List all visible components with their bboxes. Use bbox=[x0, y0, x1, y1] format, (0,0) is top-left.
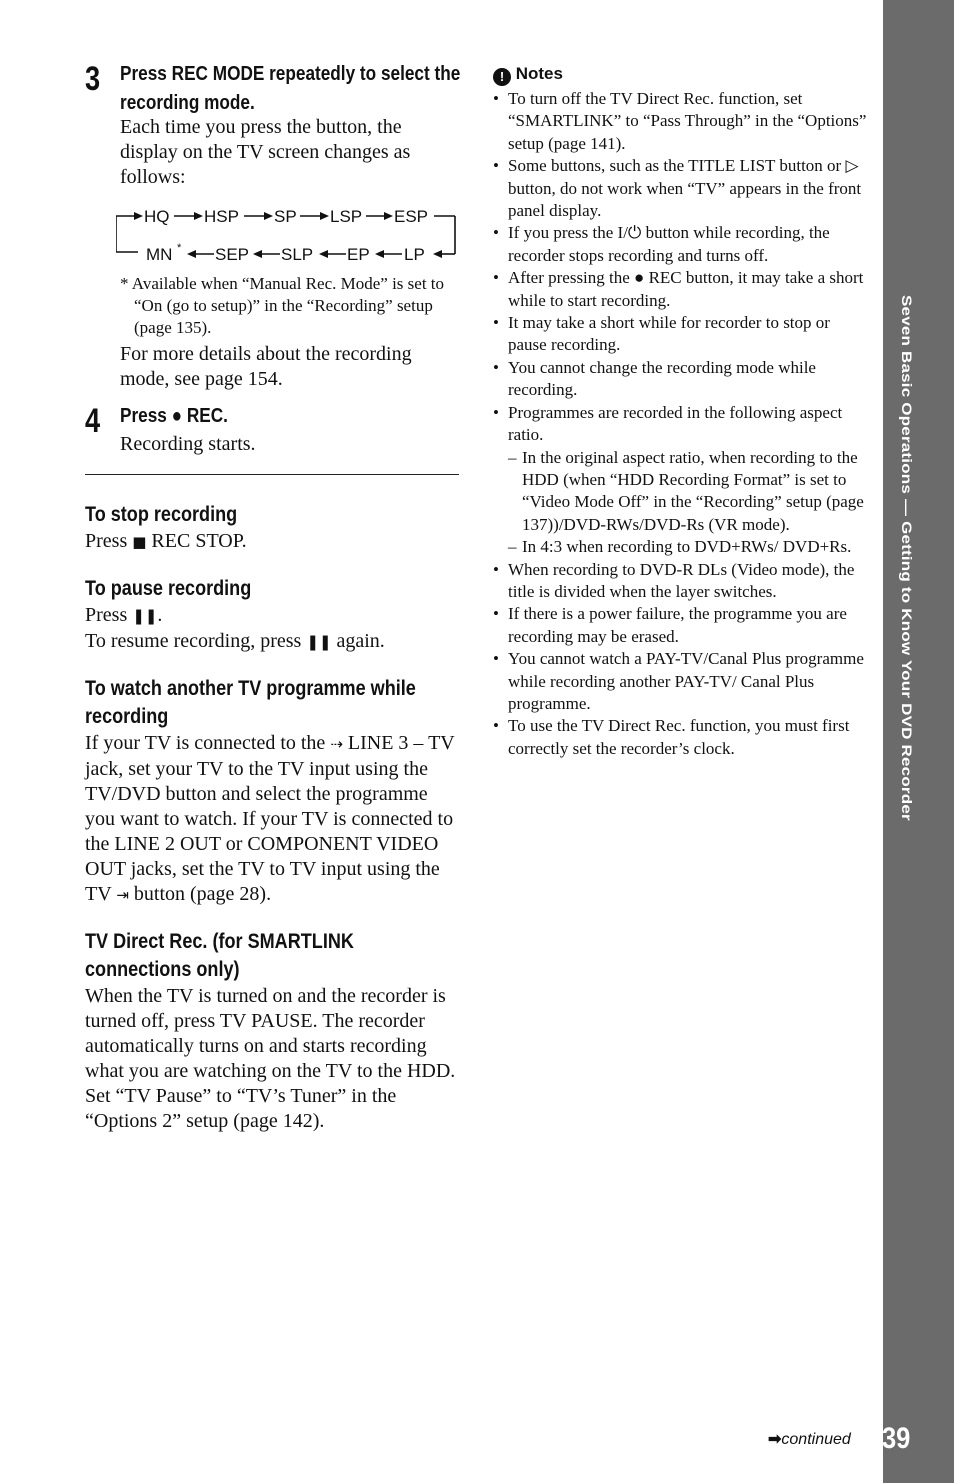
mn-asterisk: * bbox=[177, 242, 182, 254]
heading-rec: REC. bbox=[186, 405, 228, 427]
right-column bbox=[493, 62, 868, 760]
sub-item: – In 4:3 when recording to DVD+RWs/ DVD+Rs. bbox=[508, 536, 868, 558]
note-item: • You cannot change the recording mode while recording. bbox=[493, 357, 868, 402]
continued-indicator bbox=[768, 1429, 851, 1449]
pause-section bbox=[85, 575, 460, 655]
section-body bbox=[85, 529, 460, 555]
mode-lp: LP bbox=[404, 245, 425, 264]
step-3 bbox=[85, 60, 460, 392]
pause-icon: ❚❚ bbox=[132, 607, 158, 625]
mode-lsp: LSP bbox=[330, 207, 363, 226]
notes-list bbox=[493, 88, 868, 760]
pause-icon: ❚❚ bbox=[306, 633, 332, 651]
more-details-text: For more details about the recording mode, see page 154. bbox=[120, 343, 412, 390]
watch-text-3: button (page 28). bbox=[133, 883, 272, 905]
sub-item: – In the original aspect ratio, when recording to the HDD (when “HDD Recording Format” is set to “Video Mode Off” in the “Recording” setup (page 137))/DVD-RWs/DVD-Rs (VR mode). bbox=[508, 447, 868, 537]
section-heading: To watch another TV programme while recording bbox=[85, 677, 416, 728]
mode-slp: SLP bbox=[281, 245, 314, 264]
note-item: • Some buttons, such as the TITLE LIST button or ▷ button, do not work when “TV” appears in the front panel display. bbox=[493, 155, 868, 222]
mode-footnote: * Available when “Manual Rec. Mode” is set to “On (go to setup)” in the “Recording” setup (page 135). bbox=[120, 274, 445, 337]
note-item: • To turn off the TV Direct Rec. function, set “SMARTLINK” to “Pass Through” in the “Options” setup (page 141). bbox=[493, 88, 868, 155]
step-4 bbox=[85, 402, 460, 457]
step-body: Recording starts. bbox=[120, 433, 256, 455]
mode-sep: SEP bbox=[215, 245, 250, 264]
step-heading: Press REC MODE repeatedly to select the recording mode. bbox=[120, 63, 461, 114]
continued-label: continued bbox=[781, 1431, 851, 1448]
pause-line-1 bbox=[85, 603, 460, 629]
step-number: 4 bbox=[85, 402, 101, 440]
note-item: • To use the TV Direct Rec. function, you must first correctly set the recorder’s clock. bbox=[493, 715, 868, 760]
mode-hsp: HSP bbox=[204, 207, 239, 226]
section-heading: To stop recording bbox=[85, 503, 238, 526]
page-number: 39 bbox=[882, 1422, 911, 1455]
pause-line-2 bbox=[85, 629, 460, 655]
note-item: • If there is a power failure, the programme you are recording may be erased. bbox=[493, 603, 868, 648]
press-text: Press bbox=[85, 530, 128, 552]
note-item: • If you press the I/⏻ button while recording, the recorder stops recording and turns off. bbox=[493, 222, 868, 267]
tv-input-icon: ⇥ bbox=[116, 886, 129, 904]
rec-stop-text: REC STOP. bbox=[151, 530, 247, 552]
direct-text-1: When the TV is turned on and the recorder is turned off, press TV PAUSE. The recorder automatically turns on and starts recording what you are watching on the TV to the HDD. bbox=[85, 985, 456, 1082]
rec-mode-flow-diagram bbox=[116, 202, 466, 264]
mode-esp: ESP bbox=[394, 207, 429, 226]
press-text: Press bbox=[85, 604, 128, 626]
note-item-aspect bbox=[493, 402, 868, 559]
record-circle-icon: ● bbox=[171, 405, 183, 427]
chapter-sidebar bbox=[883, 0, 954, 1483]
step-heading bbox=[120, 402, 464, 431]
stop-section bbox=[85, 501, 460, 555]
section-heading: To pause recording bbox=[85, 577, 252, 600]
step-body: Each time you press the button, the display on the TV screen changes as follows: bbox=[120, 116, 411, 188]
step-number: 3 bbox=[85, 60, 101, 98]
note-item: • It may take a short while for recorder to stop or pause recording. bbox=[493, 312, 868, 357]
watch-text-1: If your TV is connected to the bbox=[85, 732, 326, 754]
section-body bbox=[85, 731, 460, 908]
note-item: • You cannot watch a PAY-TV/Canal Plus programme while recording another PAY-TV/ Canal Plus programme. bbox=[493, 648, 868, 715]
section-heading: TV Direct Rec. (for SMARTLINK connections only) bbox=[85, 930, 354, 981]
left-column bbox=[85, 50, 460, 1134]
watch-text-2: LINE 3 – TV jack, set your TV to the TV input using the TV/DVD button and select the programme you want to watch. If your TV is connected to the LINE 2 OUT or COMPONENT VIDEO OUT jacks, set the TV to TV input using the TV bbox=[85, 732, 455, 905]
chapter-title: Seven Basic Operations — Getting to Know Your DVD Recorder bbox=[898, 295, 915, 821]
mode-mn: MN bbox=[146, 245, 173, 264]
note-item: • When recording to DVD-R DLs (Video mode), the title is divided when the layer switches. bbox=[493, 559, 868, 604]
period-text: . bbox=[157, 604, 163, 626]
again-text: again. bbox=[336, 630, 385, 652]
notes-heading bbox=[493, 62, 868, 86]
stop-square-icon: ■ bbox=[132, 533, 147, 551]
mode-ep: EP bbox=[347, 245, 370, 264]
aspect-text: Programmes are recorded in the following aspect ratio. bbox=[508, 402, 843, 445]
arrow-right-icon: ➡ bbox=[768, 1431, 782, 1448]
aspect-sub-list bbox=[508, 447, 868, 559]
mode-hq: HQ bbox=[144, 207, 170, 226]
mode-sp: SP bbox=[274, 207, 297, 226]
section-divider bbox=[85, 474, 459, 475]
direct-rec-section bbox=[85, 928, 460, 1134]
watch-section bbox=[85, 675, 460, 908]
notes-label: Notes bbox=[515, 64, 563, 83]
direct-text-2: Set “TV Pause” to “TV’s Tuner” in the “Options 2” setup (page 142). bbox=[85, 1085, 397, 1132]
notes-icon: ! bbox=[493, 68, 511, 86]
note-item: • After pressing the ● REC button, it may take a short while to start recording. bbox=[493, 267, 868, 312]
input-jack-icon: ⇢ bbox=[330, 735, 343, 753]
resume-text: To resume recording, press bbox=[85, 630, 302, 652]
heading-press: Press bbox=[120, 405, 167, 427]
